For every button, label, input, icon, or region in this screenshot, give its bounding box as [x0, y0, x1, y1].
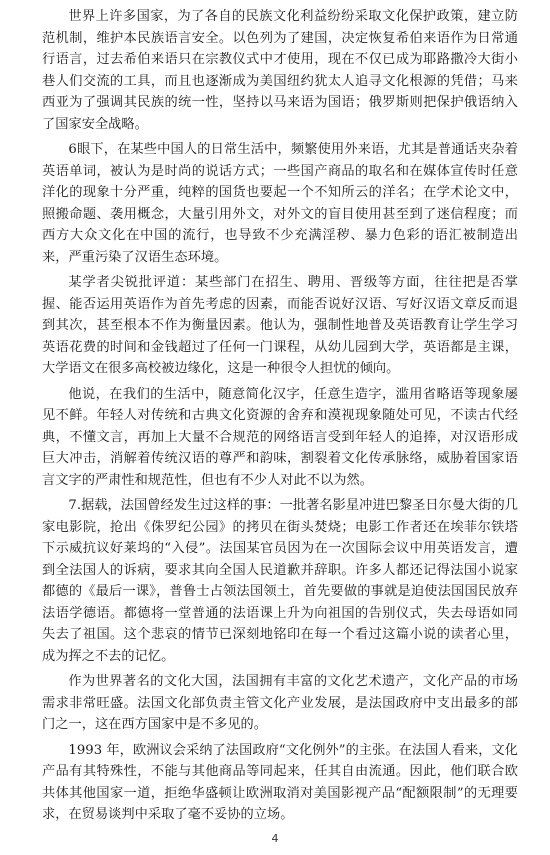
document-body [42, 6, 518, 830]
paragraph-foreign-words-usage: 6眼下，在某些中国人的日常生活中，频繁使用外来语，尤其是普通话夹杂着英语单词，被认为是时尚的说话方式；一些国产商品的取名和在媒体宣传时任意洋化的现象十分严重，纯粹的国货也要起一个不知所云的洋名；在学术论文中，照搬命题、袭用概念，大量引用外文，对外文的盲目使用甚至到了迷信程度；而西方大众文化在中国的流行，也导致不少充满淫秽、暴力色彩的语汇被制造出来，严重污染了汉语生态环境。 [42, 142, 518, 265]
paragraph-cultural-exception: 1993 年，欧洲议会采纳了法国政府“文化例外”的主张。在法国人看来，文化产品有其特殊性，不能与其他商品等同起来，任其自由流通。因此，他们联合欧共体其他国家一道，拒绝华盛顿让欧洲取消对美国影视产品“配额限制”的无理要求，在贸易谈判中采取了毫不妥协的立场。 [42, 742, 518, 822]
paragraph-simplification: 他说，在我们的生活中，随意简化汉字，任意生造字，滥用省略语等现象屡见不鲜。年轻人对传统和古典文化资源的舍弃和漠视现象随处可见，不读古代经典，不懂文言，再加上大量不合规范的网络语言受到年轻人的追捧，对汉语形成巨大冲击，消解着传统汉语的尊严和韵味，割裂着文化传承脉络，威胁着国家语言文字的严肃性和规范性，但也有不少人对此不以为然。 [42, 386, 518, 488]
page-number: 4 [271, 832, 279, 845]
paragraph-language-security: 世界上许多国家，为了各自的民族文化利益纷纷采取文化保护政策，建立防范机制，维护本民族语言安全。以色列为了建国，决定恢复希伯来语作为日常通行语言，过去希伯来语只在宗教仪式中才使用，现在不仅已成为耶路撒冷大街小巷人们交流的工具，而且也逐渐成为美国纽约犹太人追寻文化根源的凭借；马来西亚为了强调其民族的统一性，坚持以马来语为国语；俄罗斯则把保护俄语纳入了国家安全战略。 [42, 9, 518, 132]
paragraph-france-culture: 作为世界著名的文化大国，法国拥有丰富的文化艺术遗产，文化产品的市场需求非常旺盛。法国文化部负责主管文化产业发展，是法国政府中支出最多的部门之一，这在西方国家中是不多见的。 [42, 674, 518, 732]
paragraph-france-examples: 7.据载，法国曾经发生过这样的事：一批著名影星冲进巴黎圣日尔曼大街的几家电影院，抢出《侏罗纪公园》的拷贝在街头焚烧；电影工作者还在埃菲尔铁塔下示威抗议好莱坞的“入侵”。法国某官员因为在一次国际会议中用英语发言，遭到全法国人的诉病，要求其向全国人民道歉并辞职。许多人都还记得法国小说家都德的《最后一课》，普鲁士占领法国领土，首先要做的事就是迫使法国国民放弃法语学德语。都德将一堂普通的法语课上升为向祖国的告别仪式，失去母语如同失去了祖国。这个悲哀的情节已深刻地铭印在每一个看过这篇小说的读者心里，成为挥之不去的记忆。 [42, 498, 518, 664]
paragraph-scholar-criticism: 某学者尖锐批评道：某些部门在招生、聘用、晋级等方面，往往把是否掌握、能否运用英语作为首先考虑的因素，而能否说好汉语、写好汉语文章反而退到其次，甚至根本不作为衡量因素。他认为，强制性地普及英语教育让学生学习英语花费的时间和金钱超过了任何一门课程，从幼儿园到大学，英语都是主课，大学语文在很多高校被边缘化，这是一种很令人担忧的倾向。 [42, 275, 518, 376]
